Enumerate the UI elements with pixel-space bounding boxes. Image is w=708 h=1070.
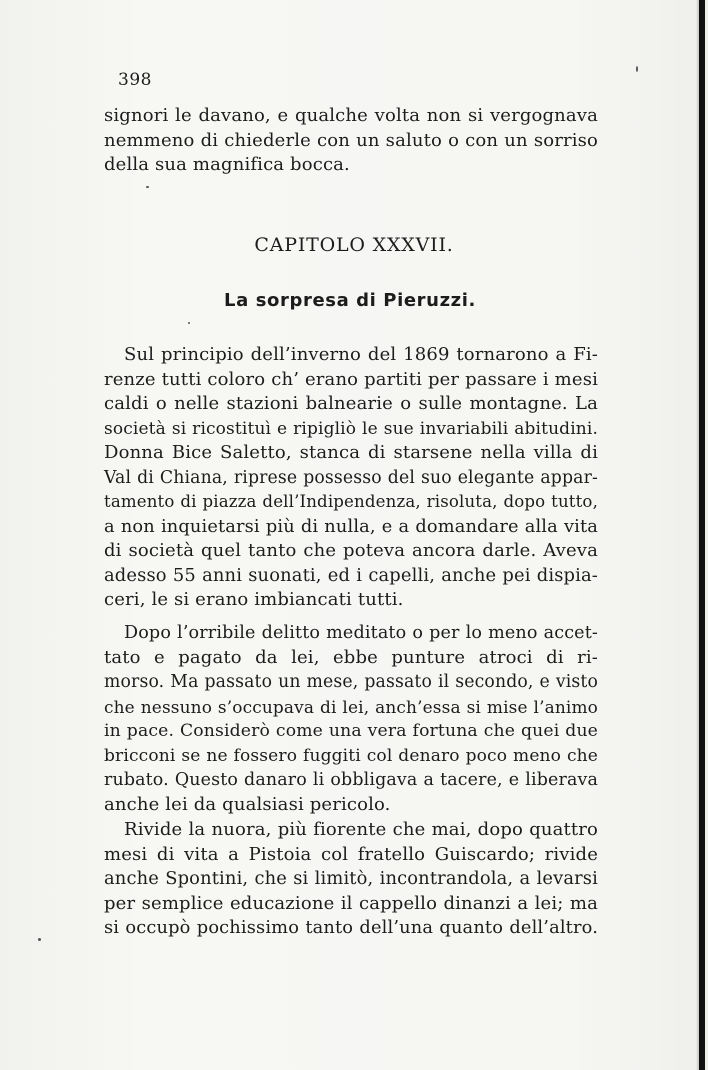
text-line: si occupò pochissimo tanto dell’una quanto dell’altro.	[104, 917, 598, 938]
print-speck	[146, 186, 149, 188]
text-line: in pace. Considerò come una vera fortuna che quei due	[104, 721, 598, 741]
text-line: a non inquietarsi più di nulla, e a domandare alla vita	[104, 516, 598, 537]
text-line: per semplice educazione il cappello dinanzi a lei; ma	[104, 892, 598, 914]
text-line: della sua magnifica bocca.	[104, 154, 350, 175]
text-line: che nessuno s’occupava di lei, anch’essa si mise l’animo	[104, 696, 598, 717]
text-line: anche lei da qualsiasi pericolo.	[104, 793, 391, 815]
text-line: Donna Bice Saletto, stanca di starsene nella villa di	[104, 442, 598, 463]
text-line: morso. Ma passato un mese, passato il secondo, e visto	[104, 672, 598, 692]
text-line: Val di Chiana, riprese possesso del suo elegante appar-	[104, 467, 598, 488]
text-line: bricconi se ne fossero fuggiti col denaro poco meno che	[104, 745, 598, 766]
print-speck	[636, 66, 638, 72]
text-line: anche Spontini, che si limitò, incontrandola, a levarsi	[104, 868, 598, 889]
print-speck	[38, 938, 41, 941]
chapter-subtitle: La sorpresa di Pieruzzi.	[224, 290, 476, 311]
paragraph-3	[104, 818, 598, 941]
text-line: signori le davano, e qualche volta non si vergognava	[104, 105, 598, 126]
chapter-title: CAPITOLO XXXVII.	[254, 234, 454, 256]
page-number: 398	[118, 70, 152, 90]
text-line: ceri, le si erano imbiancati tutti.	[104, 589, 404, 610]
paragraph-2	[104, 621, 598, 817]
text-line: nemmeno di chiederle con un saluto o con un sorriso	[104, 129, 598, 151]
text-line: di società quel tanto che poteva ancora darle. Aveva	[104, 540, 598, 561]
page-right-edge	[699, 0, 705, 1070]
text-line: caldi o nelle stazioni balnearie o sulle montagne. La	[104, 393, 598, 414]
text-line: rubato. Questo danaro li obbligava a tacere, e liberava	[104, 770, 598, 790]
text-line: Dopo l’orribile delitto meditato o per lo meno accet-	[124, 623, 598, 643]
text-line: adesso 55 anni suonati, ed i capelli, anche pei dispia-	[104, 564, 598, 586]
text-line: renze tutti coloro ch’ erano partiti per passare i mesi	[104, 368, 598, 390]
paragraph-1	[104, 343, 598, 613]
text-line: tato e pagato da lei, ebbe punture atroci di ri-	[104, 646, 598, 668]
text-line: mesi di vita a Pistoia col fratello Guiscardo; rivide	[104, 843, 598, 865]
text-line: Sul principio dell’inverno del 1869 tornarono a Fi-	[124, 344, 598, 365]
intro-text	[104, 104, 598, 178]
text-line: società si ricostituì e ripigliò le sue invariabili abitudini.	[104, 418, 598, 439]
text-line: tamento di piazza dell’Indipendenza, risoluta, dopo tutto,	[104, 492, 598, 511]
print-speck	[188, 322, 190, 324]
text-line: Rivide la nuora, più fiorente che mai, dopo quattro	[124, 819, 598, 840]
